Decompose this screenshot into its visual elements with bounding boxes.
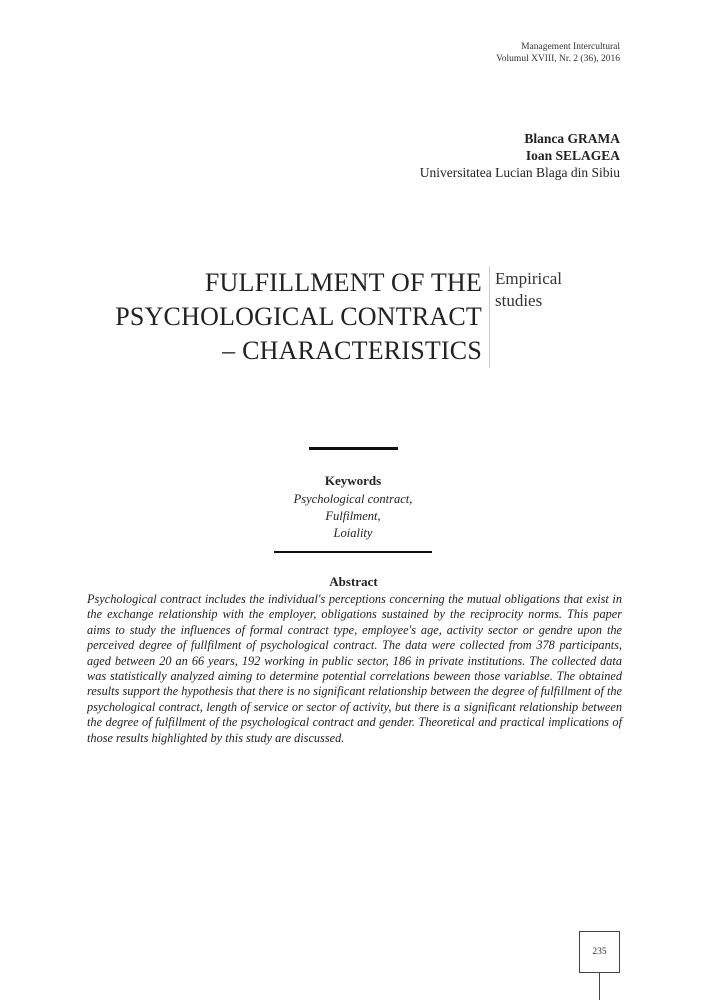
- keyword-item: Loiality: [333, 526, 373, 540]
- author-name-2: Ioan SELAGEA: [525, 148, 620, 163]
- keywords-rule-bottom: [274, 551, 432, 553]
- keywords-section: [253, 472, 453, 542]
- author-name-1: Blanca GRAMA: [524, 131, 620, 146]
- paper-title: [60, 266, 482, 368]
- title-line-3: – CHARACTERISTICS: [222, 336, 482, 365]
- title-line-1: FULFILLMENT OF THE: [204, 268, 482, 297]
- page-number-stem: [599, 973, 600, 1000]
- keywords-heading: Keywords: [324, 473, 382, 488]
- abstract-text: Psychological contract includes the individual's perceptions concerning the mutual obligations that exist in the exchange relationship with the employer, obligations sustained by the reciprocity norms. This paper aims to study the influences of formal contract type, employee's age, activity sector or gendre upon the perceived degree of fullfilment of psychological contract. The data were collected from 378 participants, aged between 20 an 66 years, 192 working in public sector, 186 in private institutions. The collected data was statistically analyzed aiming to determine potential correlations beween those variablse. The obtained results support the hypothesis that there is no significant relationship between the degree of fulfillment of the psychological contract, length of service or sector of activity, but there is a significant relationship between the degree of fulfillment of the psychological contract and gender. Theoretical and practical implications of those results highlighted by this study are discussed.: [87, 592, 622, 745]
- journal-name: Management Intercultural: [521, 42, 620, 52]
- keyword-item: Fulfilment,: [325, 509, 381, 523]
- abstract-heading: Abstract: [329, 574, 378, 589]
- title-line-2: PSYCHOLOGICAL CONTRACT: [115, 302, 482, 331]
- journal-volume: Volumul XVIII, Nr. 2 (36), 2016: [496, 54, 620, 64]
- journal-header: [496, 41, 620, 65]
- article-category: Empirical studies: [495, 269, 563, 310]
- page-number: 235: [579, 931, 620, 973]
- author-affiliation: Universitatea Lucian Blaga din Sibiu: [419, 165, 620, 180]
- keywords-rule-top: [309, 447, 398, 450]
- keyword-item: Psychological contract,: [293, 492, 413, 506]
- author-block: [420, 130, 620, 181]
- title-divider: [489, 266, 490, 368]
